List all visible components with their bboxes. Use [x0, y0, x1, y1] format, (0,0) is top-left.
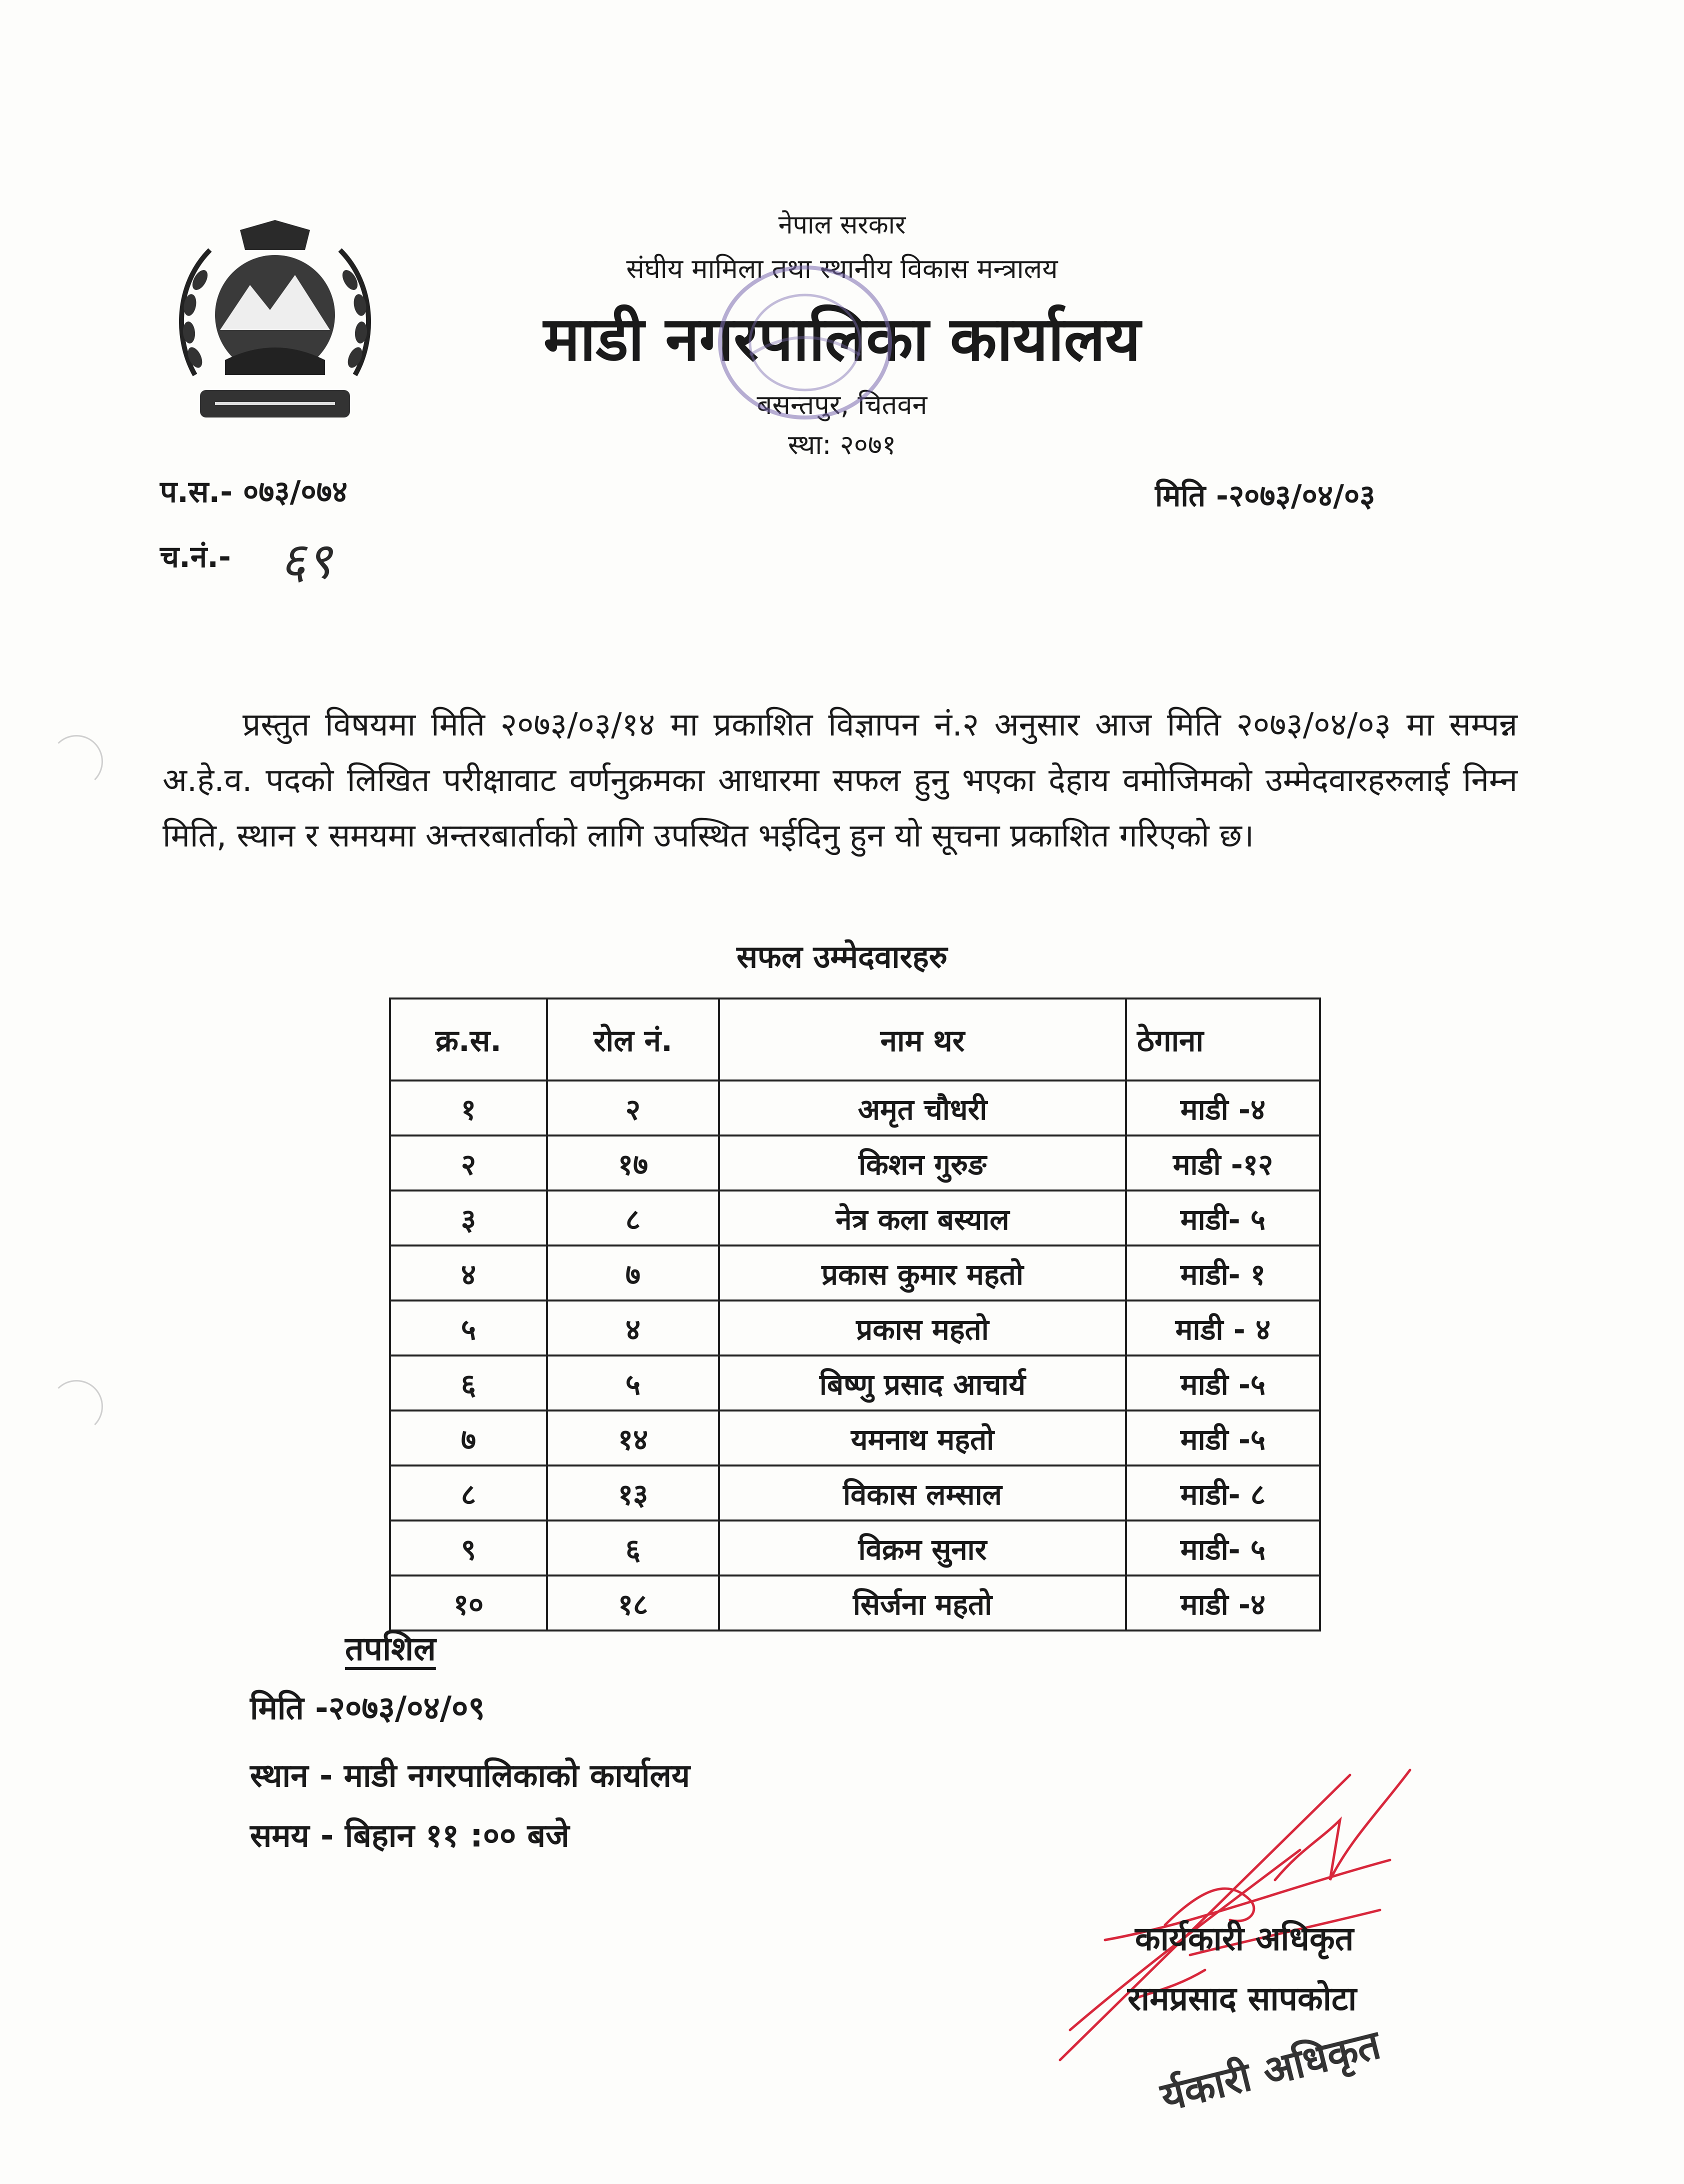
- office-name: माडी नगरपालिका कार्यालय: [543, 304, 1141, 374]
- cell-address: माडी -५: [1126, 1356, 1320, 1410]
- office-seal-icon: [710, 260, 900, 425]
- table-row: [390, 1190, 1320, 1246]
- letter-date: मिति -२०७३/०४/०३: [1155, 478, 1376, 514]
- table-title: सफल उम्मेदवारहरु: [736, 938, 948, 975]
- table-row: [390, 1356, 1320, 1410]
- cell-serial: ८: [390, 1466, 547, 1520]
- cell-name: प्रकास कुमार महतो: [719, 1246, 1126, 1300]
- cell-address: माडी- १: [1126, 1246, 1320, 1300]
- ministry-name: संघीय मामिला तथा स्थानीय विकास मन्त्रालय: [626, 253, 1058, 284]
- cell-name: विक्रम सुनार: [719, 1520, 1126, 1576]
- table-row: [390, 1246, 1320, 1300]
- cell-roll: २: [547, 1080, 719, 1136]
- officer-title: कार्यकारी अधिकृत: [1135, 1920, 1354, 1958]
- reference-number: प.स.- ०७३/०७४: [160, 474, 348, 510]
- cell-name: बिष्णु प्रसाद आचार्य: [719, 1356, 1126, 1410]
- cell-serial: २: [390, 1136, 547, 1190]
- interview-time: समय - बिहान ११ :०० बजे: [250, 1818, 570, 1854]
- cell-address: माडी -५: [1126, 1410, 1320, 1466]
- cell-address: माडी- ५: [1126, 1190, 1320, 1246]
- cell-address: माडी- ८: [1126, 1466, 1320, 1520]
- office-address: बसन्तपुर, चितवन: [756, 389, 928, 420]
- cell-roll: ८: [547, 1190, 719, 1246]
- cell-roll: ७: [547, 1246, 719, 1300]
- cell-roll: १७: [547, 1136, 719, 1190]
- punch-hole-mark: [50, 735, 103, 788]
- cell-address: माडी - ४: [1126, 1300, 1320, 1356]
- candidates-table: [389, 998, 1321, 1632]
- cell-serial: ५: [390, 1300, 547, 1356]
- dispatch-label: च.नं.-: [160, 540, 231, 574]
- punch-hole-mark: [50, 1380, 103, 1433]
- table-header-row: [390, 998, 1320, 1080]
- cell-name: विकास लम्साल: [719, 1466, 1126, 1520]
- cell-roll: ५: [547, 1356, 719, 1410]
- government-name: नेपाल सरकार: [778, 210, 906, 240]
- cell-serial: ३: [390, 1190, 547, 1246]
- cell-address: माडी -४: [1126, 1576, 1320, 1630]
- table-row: [390, 1410, 1320, 1466]
- header-roll: रोल नं.: [547, 998, 719, 1080]
- table-row: [390, 1136, 1320, 1190]
- officer-stamp: र्यकारी अधिकृत: [1156, 2021, 1385, 2120]
- table-row: [390, 1466, 1320, 1520]
- header-address: ठेगाना: [1126, 998, 1320, 1080]
- established-year: स्था: २०७१: [788, 429, 896, 460]
- schedule-title: तपशिल: [345, 1630, 436, 1668]
- table-row: [390, 1576, 1320, 1630]
- cell-name: सिर्जना महतो: [719, 1576, 1126, 1630]
- cell-name: किशन गुरुङ: [719, 1136, 1126, 1190]
- cell-name: यमनाथ महतो: [719, 1410, 1126, 1466]
- cell-serial: १०: [390, 1576, 547, 1630]
- table-row: [390, 1080, 1320, 1136]
- cell-address: माडी- ५: [1126, 1520, 1320, 1576]
- cell-name: प्रकास महतो: [719, 1300, 1126, 1356]
- table-row: [390, 1300, 1320, 1356]
- notice-body: प्रस्तुत विषयमा मिति २०७३/०३/१४ मा प्रकाशित विज्ञापन नं.२ अनुसार आज मिति २०७३/०४/०३ मा सम्पन्न अ.हे.व. पदको लिखित परीक्षावाट वर्णनुक्रमका आधारमा सफल हुनु भएका देहाय वमोजिमको उम्मेदवारहरुलाई निम्न मिति, स्थान र समयमा अन्तरबार्ताको लागि उपस्थित भईदिनु हुन यो सूचना प्रकाशित गरिएको छ।: [162, 706, 1518, 854]
- header-name: नाम थर: [719, 998, 1126, 1080]
- interview-place: स्थान - माडी नगरपालिकाको कार्यालय: [250, 1758, 690, 1794]
- cell-roll: १८: [547, 1576, 719, 1630]
- cell-name: अमृत चौधरी: [719, 1080, 1126, 1136]
- cell-roll: १४: [547, 1410, 719, 1466]
- cell-name: नेत्र कला बस्याल: [719, 1190, 1126, 1246]
- cell-address: माडी -१२: [1126, 1136, 1320, 1190]
- header-serial: क्र.स.: [390, 998, 547, 1080]
- cell-roll: ६: [547, 1520, 719, 1576]
- cell-serial: ७: [390, 1410, 547, 1466]
- cell-address: माडी -४: [1126, 1080, 1320, 1136]
- cell-serial: ६: [390, 1356, 547, 1410]
- interview-date: मिति -२०७३/०४/०९: [250, 1690, 485, 1727]
- officer-name: रामप्रसाद सापकोटा: [1128, 1980, 1357, 2018]
- cell-serial: ४: [390, 1246, 547, 1300]
- table-row: [390, 1520, 1320, 1576]
- dispatch-number: ६९: [280, 532, 332, 590]
- cell-roll: ४: [547, 1300, 719, 1356]
- cell-serial: १: [390, 1080, 547, 1136]
- cell-roll: १३: [547, 1466, 719, 1520]
- cell-serial: ९: [390, 1520, 547, 1576]
